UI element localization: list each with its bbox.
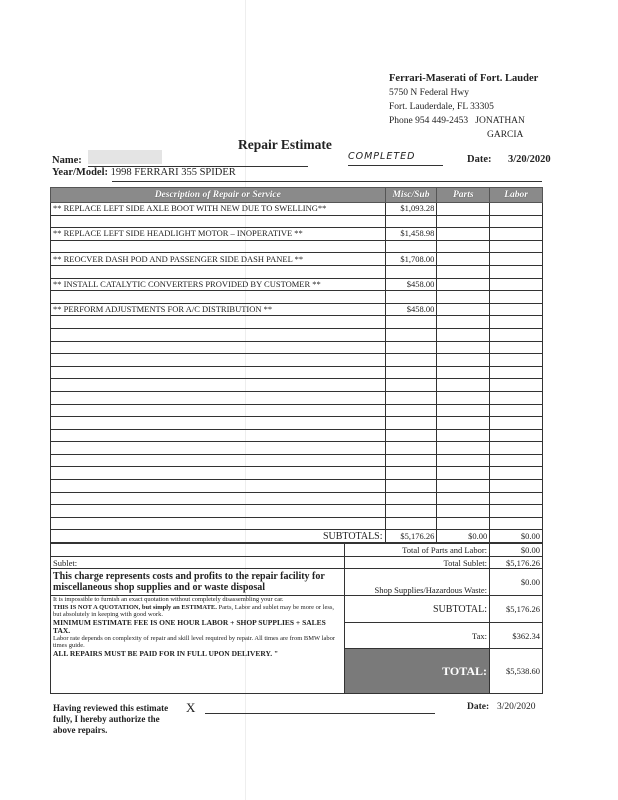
- row-parts: [437, 467, 490, 480]
- row-misc: [385, 354, 437, 367]
- row-labor: [490, 505, 543, 518]
- row-misc: [385, 467, 437, 480]
- contact-first: JONATHAN: [475, 116, 525, 126]
- row-parts: [437, 442, 490, 455]
- row-labor: [490, 467, 543, 480]
- row-parts: [437, 391, 490, 404]
- contact-last: GARCIA: [487, 130, 524, 140]
- row-description: ** PERFORM ADJUSTMENTS FOR A/C DISTRIBUTION **: [51, 303, 386, 316]
- row-misc: [385, 215, 437, 228]
- table-row: [51, 228, 543, 241]
- col-labor: Labor: [490, 188, 543, 203]
- row-labor: [490, 316, 543, 329]
- date-label: Date:: [467, 154, 492, 165]
- tax-value: $362.34: [490, 623, 543, 649]
- row-misc: [385, 417, 437, 430]
- disclaimer-bold: MINIMUM ESTIMATE FEE IS ONE HOUR LABOR + SHOP SUPPLIES + SALES TAX.: [53, 617, 326, 635]
- shop-name: Ferrari-Maserati of Fort. Lauder: [389, 73, 539, 84]
- row-description: [51, 517, 386, 530]
- row-misc: [385, 492, 437, 505]
- table-row: [51, 467, 543, 480]
- row-parts: [437, 429, 490, 442]
- shop-address2: Fort. Lauderdale, FL 33305: [389, 102, 494, 112]
- row-description: [51, 328, 386, 341]
- row-labor: [490, 366, 543, 379]
- shop-info: [389, 72, 538, 142]
- row-description: [51, 215, 386, 228]
- tax-label: Tax:: [345, 623, 490, 649]
- shop-supplies-value: $0.00: [490, 569, 543, 596]
- row-labor: [490, 417, 543, 430]
- row-misc: [385, 454, 437, 467]
- row-description: [51, 505, 386, 518]
- row-labor: [490, 480, 543, 493]
- row-misc: $1,458.98: [385, 228, 437, 241]
- table-row: [51, 366, 543, 379]
- shop-supplies-label: Shop Supplies/Hazardous Waste:: [345, 569, 490, 596]
- subtotals-label: SUBTOTALS:: [51, 530, 386, 543]
- parts-labor-value: $0.00: [490, 544, 543, 557]
- row-labor: [490, 454, 543, 467]
- row-labor: [490, 240, 543, 253]
- row-parts: [437, 278, 490, 291]
- signature-line[interactable]: [205, 713, 435, 714]
- row-misc: [385, 265, 437, 278]
- table-row: [51, 253, 543, 266]
- row-description: [51, 429, 386, 442]
- year-model-value: 1998 FERRARI 355 SPIDER: [110, 167, 236, 178]
- subtotals-row: [51, 530, 543, 543]
- total-sublet-label: Total Sublet:: [345, 557, 490, 569]
- row-labor: [490, 429, 543, 442]
- col-parts: Parts: [437, 188, 490, 203]
- signature-x: X: [186, 700, 196, 715]
- row-description: [51, 291, 386, 304]
- row-description: [51, 316, 386, 329]
- disclaimer-line: Parts, Labor and sublet may be more or less, but absolutely in keeping with good work.: [53, 603, 335, 618]
- row-misc: [385, 505, 437, 518]
- row-parts: [437, 316, 490, 329]
- row-parts: [437, 354, 490, 367]
- parts-labor-label: Total of Parts and Labor:: [345, 544, 490, 557]
- row-parts: [437, 366, 490, 379]
- subtotal-parts: $0.00: [437, 530, 490, 543]
- row-labor: [490, 391, 543, 404]
- disclaimer: [51, 596, 345, 694]
- row-labor: [490, 291, 543, 304]
- total-label: TOTAL:: [345, 649, 490, 694]
- row-labor: [490, 228, 543, 241]
- row-parts: [437, 215, 490, 228]
- row-description: ** REOCVER DASH POD AND PASSENGER SIDE DASH PANEL **: [51, 253, 386, 266]
- row-misc: [385, 391, 437, 404]
- row-labor: [490, 517, 543, 530]
- row-parts: [437, 341, 490, 354]
- table-row: [51, 417, 543, 430]
- row-parts: [437, 505, 490, 518]
- row-description: [51, 240, 386, 253]
- row-misc: [385, 341, 437, 354]
- row-description: [51, 265, 386, 278]
- row-description: [51, 467, 386, 480]
- table-row: [51, 278, 543, 291]
- row-misc: [385, 480, 437, 493]
- row-description: ** INSTALL CATALYTIC CONVERTERS PROVIDED BY CUSTOMER **: [51, 278, 386, 291]
- table-row: [51, 454, 543, 467]
- shop-phone: Phone 954 449-2453: [389, 116, 469, 126]
- row-labor: [490, 215, 543, 228]
- table-row: [51, 303, 543, 316]
- row-misc: [385, 517, 437, 530]
- row-description: [51, 391, 386, 404]
- row-description: [51, 417, 386, 430]
- table-row: [51, 341, 543, 354]
- row-description: [51, 492, 386, 505]
- table-row: [51, 328, 543, 341]
- row-parts: [437, 417, 490, 430]
- row-parts: [437, 328, 490, 341]
- row-labor: [490, 328, 543, 341]
- col-description: Description of Repair or Service: [51, 188, 386, 203]
- sublet-label: Sublet:: [51, 557, 345, 569]
- col-misc: Misc/Sub: [385, 188, 437, 203]
- row-misc: $458.00: [385, 278, 437, 291]
- row-description: [51, 354, 386, 367]
- row-labor: [490, 265, 543, 278]
- row-misc: [385, 379, 437, 392]
- row-misc: [385, 442, 437, 455]
- row-parts: [437, 480, 490, 493]
- table-row: [51, 492, 543, 505]
- table-row: [51, 265, 543, 278]
- row-description: ** REPLACE LEFT SIDE HEADLIGHT MOTOR – INOPERATIVE **: [51, 228, 386, 241]
- repair-items-table: [50, 187, 543, 543]
- row-description: ** REPLACE LEFT SIDE AXLE BOOT WITH NEW DUE TO SWELLING**: [51, 203, 386, 216]
- subtotal-misc: $5,176.26: [385, 530, 437, 543]
- row-misc: [385, 291, 437, 304]
- row-labor: [490, 492, 543, 505]
- row-misc: [385, 429, 437, 442]
- year-model-label: Year/Model:: [52, 167, 108, 178]
- row-parts: [437, 492, 490, 505]
- row-description: [51, 341, 386, 354]
- row-labor: [490, 253, 543, 266]
- name-label: Name:: [52, 155, 82, 166]
- authorize-text: Having reviewed this estimate fully, I hereby authorize the above repairs.: [53, 703, 169, 735]
- row-labor: [490, 404, 543, 417]
- row-labor: [490, 341, 543, 354]
- disclaimer-line: Labor rate depends on complexity of repair and skill level required by repair. All times are from BMW labor times guide.: [53, 634, 336, 649]
- row-parts: [437, 291, 490, 304]
- table-row: [51, 480, 543, 493]
- name-redacted: [88, 150, 162, 164]
- row-parts: [437, 454, 490, 467]
- row-labor: [490, 278, 543, 291]
- shop-charge-note: This charge represents costs and profits to the repair facility for miscellaneous shop supplies and or waste disposal: [51, 569, 345, 596]
- row-description: [51, 404, 386, 417]
- table-row: [51, 429, 543, 442]
- summary-table: [50, 543, 543, 694]
- row-labor: [490, 442, 543, 455]
- shop-address1: 5750 N Federal Hwy: [389, 88, 469, 98]
- subtotal-label: SUBTOTAL:: [345, 596, 490, 623]
- table-row: [51, 517, 543, 530]
- row-misc: [385, 316, 437, 329]
- table-row: [51, 215, 543, 228]
- row-misc: $458.00: [385, 303, 437, 316]
- row-parts: [437, 404, 490, 417]
- date-value: 3/20/2020: [508, 154, 551, 165]
- row-misc: $1,708.00: [385, 253, 437, 266]
- row-description: [51, 480, 386, 493]
- row-labor: [490, 379, 543, 392]
- row-parts: [437, 228, 490, 241]
- auth-date-value: 3/20/2020: [497, 702, 536, 712]
- table-row: [51, 354, 543, 367]
- table-row: [51, 379, 543, 392]
- row-description: [51, 454, 386, 467]
- row-parts: [437, 379, 490, 392]
- row-labor: [490, 354, 543, 367]
- table-row: [51, 404, 543, 417]
- total-value: $5,538.60: [490, 649, 543, 694]
- row-parts: [437, 253, 490, 266]
- table-row: [51, 505, 543, 518]
- disclaimer-bold: THIS IS NOT A QUOTATION, but simply an ESTIMATE.: [53, 603, 217, 611]
- auth-date-label: Date:: [467, 702, 490, 712]
- row-misc: [385, 366, 437, 379]
- row-labor: [490, 303, 543, 316]
- row-misc: $1,093.28: [385, 203, 437, 216]
- row-parts: [437, 517, 490, 530]
- row-description: [51, 366, 386, 379]
- row-parts: [437, 303, 490, 316]
- completed-handwriting: COMPLETED: [348, 151, 416, 162]
- subtotal-labor: $0.00: [490, 530, 543, 543]
- table-row: [51, 291, 543, 304]
- table-row: [51, 316, 543, 329]
- total-sublet-value: $5,176.26: [490, 557, 543, 569]
- table-row: [51, 203, 543, 216]
- disclaimer-bold: ALL REPAIRS MUST BE PAID FOR IN FULL UPON DELIVERY. ": [53, 648, 279, 658]
- row-parts: [437, 203, 490, 216]
- table-row: [51, 240, 543, 253]
- table-row: [51, 442, 543, 455]
- subtotal-value: $5,176.26: [490, 596, 543, 623]
- row-description: [51, 379, 386, 392]
- row-misc: [385, 404, 437, 417]
- row-description: [51, 442, 386, 455]
- table-row: [51, 391, 543, 404]
- row-parts: [437, 240, 490, 253]
- row-misc: [385, 240, 437, 253]
- disclaimer-line: It is impossible to furnish an exact quotation without completely disassembling your car.: [53, 596, 284, 603]
- row-misc: [385, 328, 437, 341]
- page-title: Repair Estimate: [238, 137, 332, 152]
- row-parts: [437, 265, 490, 278]
- row-labor: [490, 203, 543, 216]
